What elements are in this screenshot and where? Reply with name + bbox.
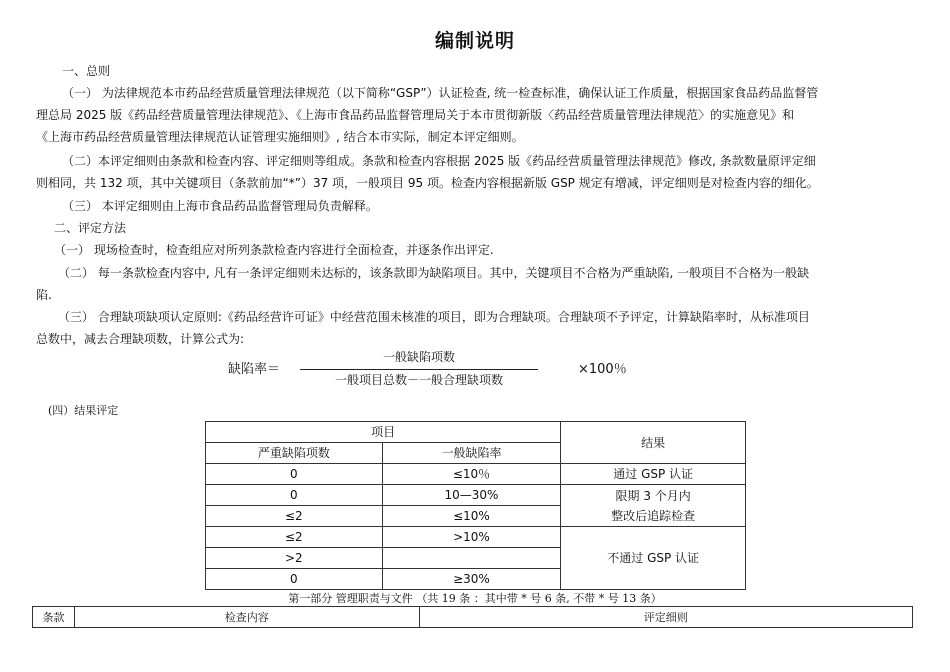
- cell-severe: ≤2: [206, 527, 383, 548]
- method-1-line-1: （一） 现场检查时，检查组应对所列条款检查内容进行全面检查，并逐条作出评定.: [54, 243, 494, 257]
- header-item: 项目: [206, 422, 561, 443]
- paragraph-1-line-2: 理总局 2025 版《药品经营质量管理法律规范》、《上海市食品药品监督管理局关于本市贯彻新版〈药品经营质量管理法律规范〉的实施意见》和: [36, 108, 795, 122]
- header-severe-count: 严重缺陷项数: [206, 443, 383, 464]
- section-2-heading: 二、评定方法: [54, 221, 127, 235]
- cell-severe: ≤2: [206, 506, 383, 527]
- method-2-line-1: （二） 每一条款检查内容中, 凡有一条评定细则未达标的，该条款即为缺陷项目。其中，关键项目不合格为严重缺陷, 一般项目不合格为一般缺: [58, 266, 810, 280]
- result-section-heading: (四）结果评定: [48, 404, 119, 417]
- cell-severe: >2: [206, 548, 383, 569]
- formula-multiplier: ×100％: [578, 362, 627, 377]
- formula-fraction-bar: [300, 369, 538, 370]
- cell-general: [382, 548, 561, 569]
- cell-general: 10—30%: [382, 485, 561, 506]
- method-3-line-1: （三） 合理缺项缺项认定原则:《药品经营许可证》中经营范围未核准的项目，即为合理缺项。合理缺项不予评定，计算缺陷率时，从标准项目: [58, 310, 810, 324]
- paragraph-2-line-2: 则相同，共 132 项，其中关键项目（条款前加“*”）37 项，一般项目 95 项。检查内容根据新版 GSP 规定有增减，评定细则是对检查内容的细化。: [36, 176, 819, 190]
- header-general-rate: 一般缺陷率: [382, 443, 561, 464]
- cell-result-fail: 不通过 GSP 认证: [561, 527, 746, 590]
- part-1-header-table: [32, 606, 913, 628]
- cell-severe: 0: [206, 464, 383, 485]
- cell-general: ≥30%: [382, 569, 561, 590]
- paragraph-1-line-1: （一） 为法律规范本市药品经营质量管理法律规范（以下简称“GSP”）认证检查, 统一检查标准，确保认证工作质量，根据国家食品药品监督管: [62, 86, 819, 100]
- formula-denominator: 一般项目总数－一般合理缺项数: [334, 373, 503, 387]
- paragraph-3-line-1: （三） 本评定细则由上海市食品药品监督管理局负责解释。: [62, 199, 378, 213]
- cell-general: ≤10％: [382, 464, 561, 485]
- part-1-caption: 第一部分 管理职责与文件 （共 19 条 ：其中带 * 号 6 条, 不带 * 号 13 条）: [288, 592, 662, 605]
- paragraph-2-line-1: （二）本评定细则由条款和检查内容、评定细则等组成。条款和检查内容根据 2025 版《药品经营质量管理法律规范》修改, 条款数量原评定细: [62, 154, 816, 168]
- cell-result-limit: [561, 485, 746, 527]
- method-2-line-2: 陷.: [36, 288, 52, 302]
- table-row: [33, 607, 913, 628]
- header-evaluation-detail: 评定细则: [419, 607, 912, 628]
- cell-result-pass: 通过 GSP 认证: [561, 464, 746, 485]
- formula-label: 缺陷率＝: [228, 362, 281, 377]
- method-3-line-2: 总数中，减去合理缺项数，计算公式为:: [36, 332, 245, 346]
- table-row: [206, 485, 746, 506]
- formula-numerator: 一般缺陷项数: [382, 350, 455, 364]
- table-row: [206, 422, 746, 443]
- result-table: [205, 421, 746, 590]
- section-1-heading: 一、总则: [62, 64, 111, 78]
- result-limit-line-1: 限期 3 个月内: [615, 488, 691, 503]
- cell-severe: 0: [206, 569, 383, 590]
- paragraph-1-line-3: 《上海市药品经营质量管理法律规范认证管理实施细则》, 结合本市实际，制定本评定细则。: [36, 130, 524, 144]
- table-row: [206, 464, 746, 485]
- cell-general: >10%: [382, 527, 561, 548]
- header-check-content: 检查内容: [74, 607, 419, 628]
- header-result: 结果: [561, 422, 746, 464]
- cell-severe: 0: [206, 485, 383, 506]
- table-row: [206, 527, 746, 548]
- document-title: 编制说明: [434, 30, 515, 52]
- cell-general: ≤10%: [382, 506, 561, 527]
- header-clause: 条款: [33, 607, 75, 628]
- result-limit-line-2: 整改后追踪检查: [611, 508, 696, 523]
